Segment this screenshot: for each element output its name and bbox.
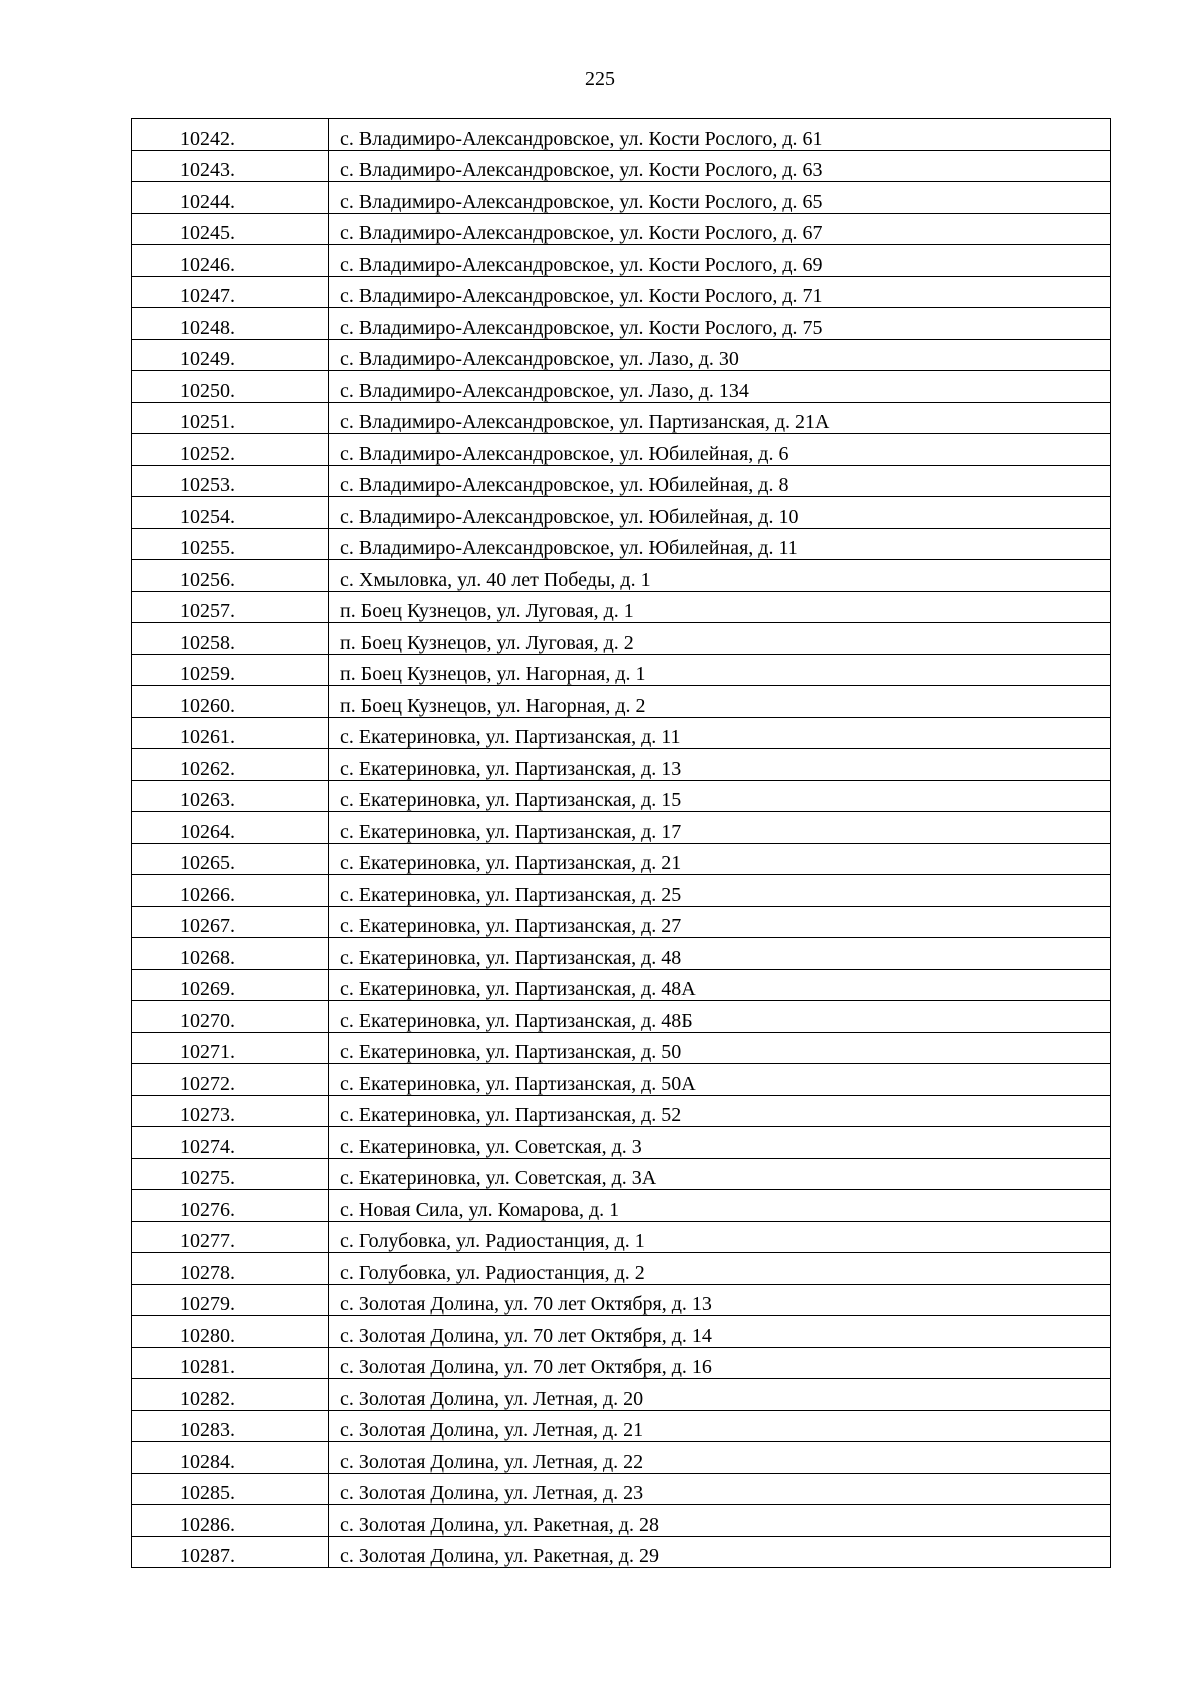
row-number-cell: 10243. [132, 150, 329, 182]
table-row [132, 1536, 1111, 1568]
address-cell: п. Боец Кузнецов, ул. Луговая, д. 1 [329, 591, 1111, 623]
row-number-cell: 10283. [132, 1410, 329, 1442]
address-cell: с. Золотая Долина, ул. Летная, д. 22 [329, 1442, 1111, 1474]
table-row [132, 528, 1111, 560]
row-number-cell: 10275. [132, 1158, 329, 1190]
address-cell: с. Екатериновка, ул. Партизанская, д. 27 [329, 906, 1111, 938]
table-row [132, 1347, 1111, 1379]
address-cell: с. Владимиро-Александровское, ул. Юбилейная, д. 11 [329, 528, 1111, 560]
address-cell: с. Владимиро-Александровское, ул. Партизанская, д. 21А [329, 402, 1111, 434]
address-cell: с. Екатериновка, ул. Партизанская, д. 15 [329, 780, 1111, 812]
table-row [132, 150, 1111, 182]
row-number-cell: 10271. [132, 1032, 329, 1064]
row-number-cell: 10246. [132, 245, 329, 277]
row-number-cell: 10274. [132, 1127, 329, 1159]
table-row [132, 623, 1111, 655]
address-cell: с. Владимиро-Александровское, ул. Кости Рослого, д. 61 [329, 119, 1111, 151]
row-number-cell: 10269. [132, 969, 329, 1001]
table-row [132, 654, 1111, 686]
row-number-cell: 10249. [132, 339, 329, 371]
row-number-cell: 10253. [132, 465, 329, 497]
address-cell: с. Голубовка, ул. Радиостанция, д. 2 [329, 1253, 1111, 1285]
address-cell: с. Владимиро-Александровское, ул. Лазо, д. 134 [329, 371, 1111, 403]
address-cell: с. Новая Сила, ул. Комарова, д. 1 [329, 1190, 1111, 1222]
row-number-cell: 10281. [132, 1347, 329, 1379]
address-cell: с. Екатериновка, ул. Партизанская, д. 17 [329, 812, 1111, 844]
row-number-cell: 10245. [132, 213, 329, 245]
row-number-cell: 10273. [132, 1095, 329, 1127]
address-cell: с. Владимиро-Александровское, ул. Лазо, д. 30 [329, 339, 1111, 371]
table-row [132, 1442, 1111, 1474]
address-cell: с. Владимиро-Александровское, ул. Юбилейная, д. 10 [329, 497, 1111, 529]
address-table [131, 118, 1111, 1568]
row-number-cell: 10268. [132, 938, 329, 970]
table-row [132, 371, 1111, 403]
address-cell: п. Боец Кузнецов, ул. Нагорная, д. 1 [329, 654, 1111, 686]
table-row [132, 213, 1111, 245]
address-cell: с. Екатериновка, ул. Партизанская, д. 52 [329, 1095, 1111, 1127]
address-cell: п. Боец Кузнецов, ул. Нагорная, д. 2 [329, 686, 1111, 718]
row-number-cell: 10255. [132, 528, 329, 560]
row-number-cell: 10282. [132, 1379, 329, 1411]
table-row [132, 434, 1111, 466]
row-number-cell: 10247. [132, 276, 329, 308]
row-number-cell: 10284. [132, 1442, 329, 1474]
table-row [132, 182, 1111, 214]
row-number-cell: 10251. [132, 402, 329, 434]
row-number-cell: 10248. [132, 308, 329, 340]
address-cell: с. Владимиро-Александровское, ул. Кости Рослого, д. 71 [329, 276, 1111, 308]
table-row [132, 560, 1111, 592]
row-number-cell: 10279. [132, 1284, 329, 1316]
address-cell: с. Хмыловка, ул. 40 лет Победы, д. 1 [329, 560, 1111, 592]
row-number-cell: 10287. [132, 1536, 329, 1568]
address-cell: с. Золотая Долина, ул. 70 лет Октября, д. 13 [329, 1284, 1111, 1316]
address-cell: с. Золотая Долина, ул. Ракетная, д. 28 [329, 1505, 1111, 1537]
address-cell: с. Золотая Долина, ул. Летная, д. 20 [329, 1379, 1111, 1411]
table-row [132, 1064, 1111, 1096]
address-cell: с. Екатериновка, ул. Партизанская, д. 50А [329, 1064, 1111, 1096]
table-row [132, 1316, 1111, 1348]
address-cell: с. Владимиро-Александровское, ул. Юбилейная, д. 6 [329, 434, 1111, 466]
address-cell: с. Екатериновка, ул. Советская, д. 3 [329, 1127, 1111, 1159]
address-cell: с. Екатериновка, ул. Советская, д. 3А [329, 1158, 1111, 1190]
row-number-cell: 10277. [132, 1221, 329, 1253]
table-row [132, 1221, 1111, 1253]
address-cell: с. Владимиро-Александровское, ул. Кости Рослого, д. 63 [329, 150, 1111, 182]
table-row [132, 1158, 1111, 1190]
address-cell: с. Золотая Долина, ул. 70 лет Октября, д. 16 [329, 1347, 1111, 1379]
table-row [132, 1473, 1111, 1505]
table-row [132, 780, 1111, 812]
table-row [132, 875, 1111, 907]
table-row [132, 749, 1111, 781]
table-row [132, 1032, 1111, 1064]
table-row [132, 1127, 1111, 1159]
address-cell: с. Екатериновка, ул. Партизанская, д. 48Б [329, 1001, 1111, 1033]
address-cell: с. Владимиро-Александровское, ул. Кости Рослого, д. 75 [329, 308, 1111, 340]
table-row [132, 497, 1111, 529]
table-row [132, 1253, 1111, 1285]
address-cell: с. Екатериновка, ул. Партизанская, д. 25 [329, 875, 1111, 907]
row-number-cell: 10257. [132, 591, 329, 623]
address-cell: с. Голубовка, ул. Радиостанция, д. 1 [329, 1221, 1111, 1253]
address-cell: с. Екатериновка, ул. Партизанская, д. 48А [329, 969, 1111, 1001]
address-cell: с. Владимиро-Александровское, ул. Кости Рослого, д. 69 [329, 245, 1111, 277]
row-number-cell: 10244. [132, 182, 329, 214]
row-number-cell: 10263. [132, 780, 329, 812]
address-cell: с. Владимиро-Александровское, ул. Юбилейная, д. 8 [329, 465, 1111, 497]
table-row [132, 465, 1111, 497]
row-number-cell: 10242. [132, 119, 329, 151]
row-number-cell: 10286. [132, 1505, 329, 1537]
row-number-cell: 10258. [132, 623, 329, 655]
address-cell: с. Владимиро-Александровское, ул. Кости Рослого, д. 65 [329, 182, 1111, 214]
address-cell: с. Екатериновка, ул. Партизанская, д. 13 [329, 749, 1111, 781]
address-cell: с. Екатериновка, ул. Партизанская, д. 11 [329, 717, 1111, 749]
row-number-cell: 10280. [132, 1316, 329, 1348]
row-number-cell: 10254. [132, 497, 329, 529]
table-row [132, 276, 1111, 308]
table-row [132, 1410, 1111, 1442]
row-number-cell: 10278. [132, 1253, 329, 1285]
address-cell: с. Золотая Долина, ул. Ракетная, д. 29 [329, 1536, 1111, 1568]
table-row [132, 245, 1111, 277]
row-number-cell: 10285. [132, 1473, 329, 1505]
table-row [132, 1001, 1111, 1033]
row-number-cell: 10265. [132, 843, 329, 875]
table-row [132, 906, 1111, 938]
address-table-body [132, 119, 1111, 1568]
address-cell: с. Золотая Долина, ул. 70 лет Октября, д. 14 [329, 1316, 1111, 1348]
table-row [132, 402, 1111, 434]
row-number-cell: 10266. [132, 875, 329, 907]
row-number-cell: 10264. [132, 812, 329, 844]
table-row [132, 969, 1111, 1001]
table-row [132, 308, 1111, 340]
row-number-cell: 10252. [132, 434, 329, 466]
row-number-cell: 10261. [132, 717, 329, 749]
table-row [132, 1190, 1111, 1222]
table-row [132, 339, 1111, 371]
address-cell: с. Екатериновка, ул. Партизанская, д. 48 [329, 938, 1111, 970]
table-row [132, 1095, 1111, 1127]
row-number-cell: 10267. [132, 906, 329, 938]
address-cell: с. Екатериновка, ул. Партизанская, д. 50 [329, 1032, 1111, 1064]
row-number-cell: 10260. [132, 686, 329, 718]
address-cell: с. Владимиро-Александровское, ул. Кости Рослого, д. 67 [329, 213, 1111, 245]
row-number-cell: 10270. [132, 1001, 329, 1033]
table-row [132, 686, 1111, 718]
table-row [132, 1505, 1111, 1537]
row-number-cell: 10256. [132, 560, 329, 592]
table-row [132, 1379, 1111, 1411]
page-number: 225 [585, 68, 615, 90]
table-row [132, 591, 1111, 623]
table-row [132, 1284, 1111, 1316]
address-cell: с. Золотая Долина, ул. Летная, д. 23 [329, 1473, 1111, 1505]
address-cell: п. Боец Кузнецов, ул. Луговая, д. 2 [329, 623, 1111, 655]
table-row [132, 119, 1111, 151]
address-cell: с. Золотая Долина, ул. Летная, д. 21 [329, 1410, 1111, 1442]
table-row [132, 812, 1111, 844]
row-number-cell: 10262. [132, 749, 329, 781]
row-number-cell: 10272. [132, 1064, 329, 1096]
table-row [132, 843, 1111, 875]
row-number-cell: 10250. [132, 371, 329, 403]
address-cell: с. Екатериновка, ул. Партизанская, д. 21 [329, 843, 1111, 875]
table-row [132, 938, 1111, 970]
row-number-cell: 10276. [132, 1190, 329, 1222]
row-number-cell: 10259. [132, 654, 329, 686]
table-row [132, 717, 1111, 749]
